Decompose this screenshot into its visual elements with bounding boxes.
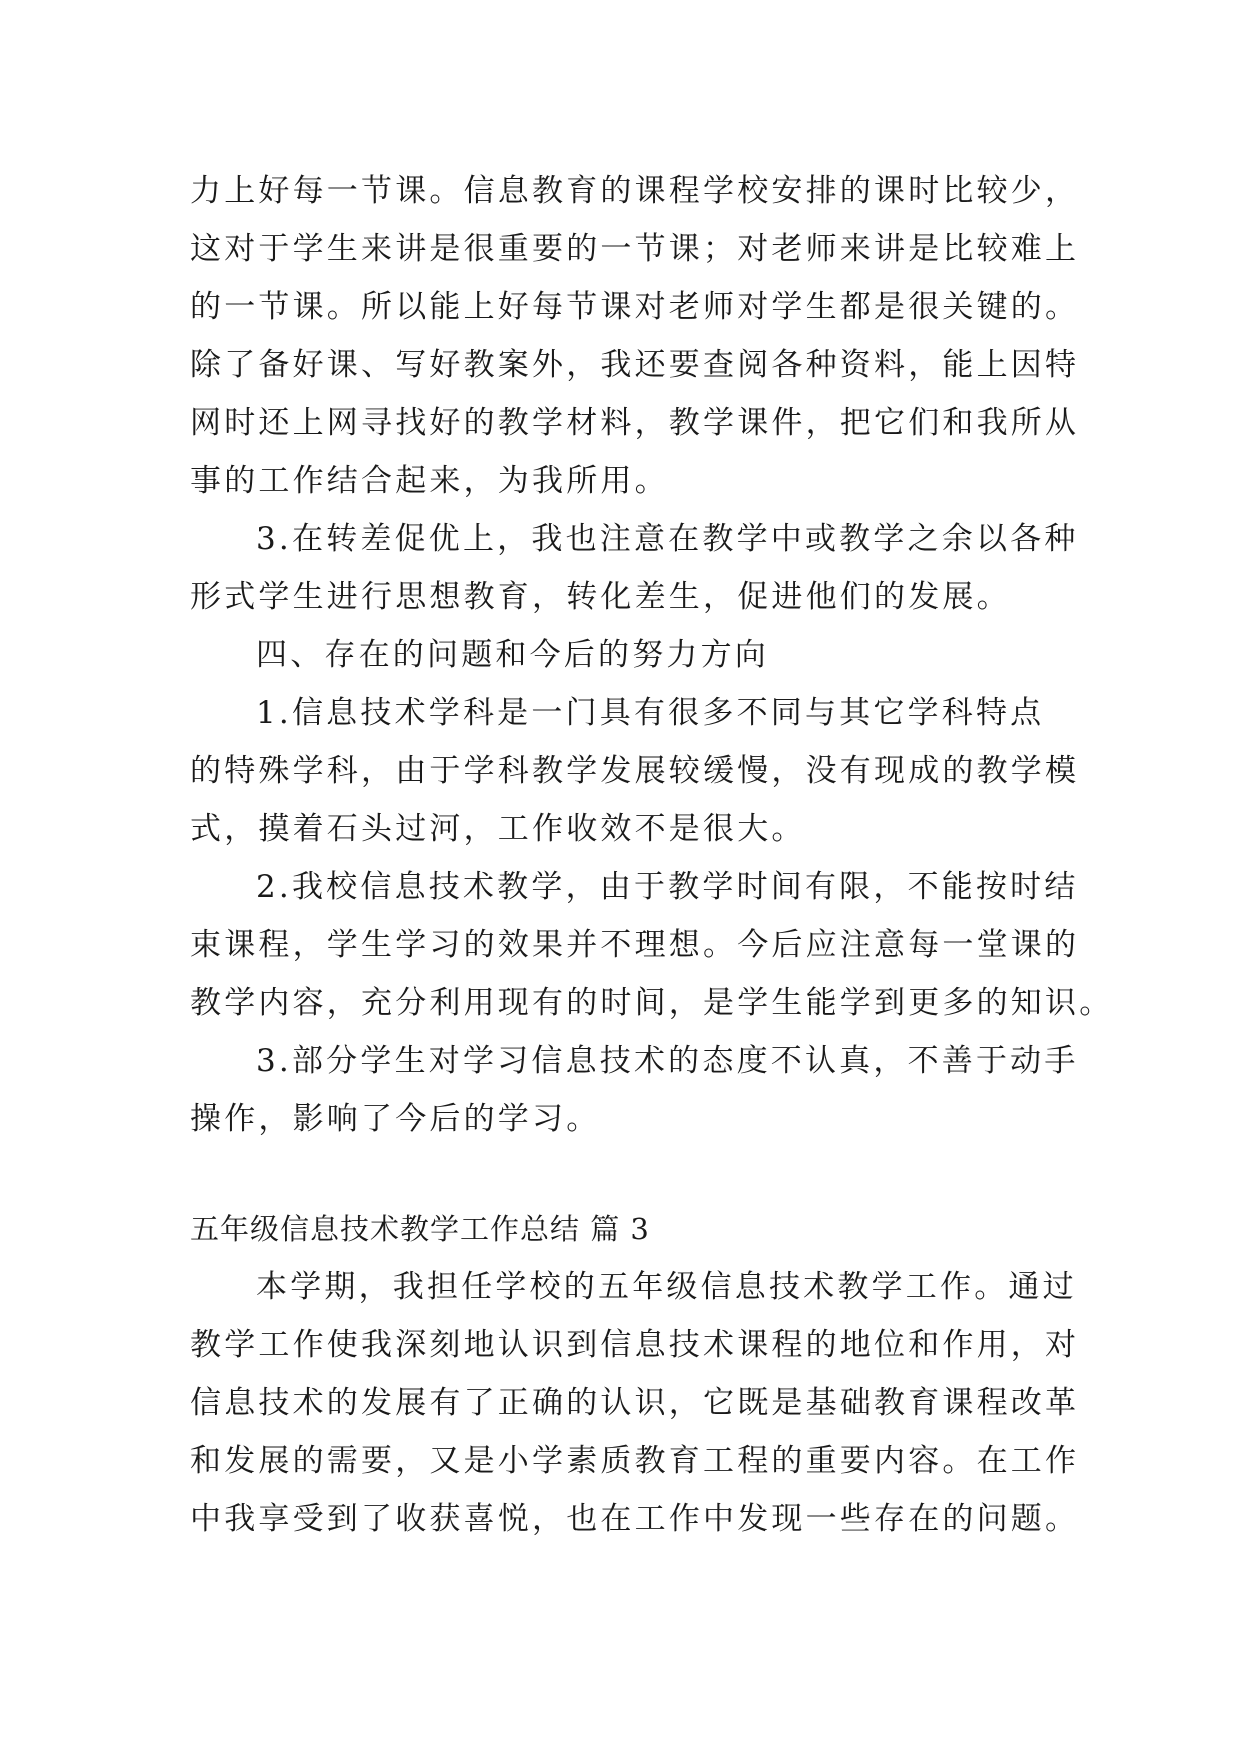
section-3: [190, 1200, 1080, 1548]
text-line: 1.信息技术学科是一门具有很多不同与其它学科特点: [256, 695, 1045, 731]
text-line: 和发展的需要，又是小学素质教育工程的重要内容。在工作: [190, 1443, 1080, 1479]
text-line: 信息技术的发展有了正确的认识，它既是基础教育课程改革: [190, 1385, 1080, 1421]
text-line: 教学工作使我深刻地认识到信息技术课程的地位和作用，对: [190, 1327, 1080, 1363]
text-line: 网时还上网寻找好的教学材料，教学课件，把它们和我所从: [190, 405, 1080, 441]
text-line: 的特殊学科，由于学科教学发展较缓慢，没有现成的教学模: [190, 753, 1080, 789]
text-line: 形式学生进行思想教育，转化差生，促进他们的发展。: [190, 579, 1011, 615]
text-line: 操作，影响了今后的学习。: [190, 1101, 601, 1137]
text-line: 中我享受到了收获喜悦，也在工作中发现一些存在的问题。: [190, 1501, 1080, 1537]
text-line: 2.我校信息技术教学，由于教学时间有限，不能按时结: [256, 869, 1079, 905]
text-line: 本学期，我担任学校的五年级信息技术教学工作。通过: [256, 1269, 1077, 1305]
text-line: 式，摸着石头过河，工作收效不是很大。: [190, 811, 806, 847]
text-line: 除了备好课、写好教案外，我还要查阅各种资料，能上因特: [190, 347, 1080, 383]
text-line: 教学内容，充分利用现有的时间，是学生能学到更多的知识。: [190, 985, 1114, 1021]
text-line: 的一节课。所以能上好每节课对老师对学生都是很关键的。: [190, 289, 1080, 325]
text-line: 事的工作结合起来，为我所用。: [190, 463, 669, 499]
text-line: 3.在转差促优上，我也注意在教学中或教学之余以各种: [256, 521, 1079, 557]
section-title: 五年级信息技术教学工作总结 篇 3: [190, 1212, 650, 1246]
text-line: 这对于学生来讲是很重要的一节课；对老师来讲是比较难上: [190, 231, 1080, 267]
text-line: 力上好每一节课。信息教育的课程学校安排的课时比较少，: [190, 173, 1080, 209]
text-block-continued: [190, 162, 1114, 1148]
section-heading: 四、存在的问题和今后的努力方向: [256, 637, 769, 673]
text-line: 束课程，学生学习的效果并不理想。今后应注意每一堂课的: [190, 927, 1080, 963]
text-line: 3.部分学生对学习信息技术的态度不认真，不善于动手: [256, 1043, 1079, 1079]
